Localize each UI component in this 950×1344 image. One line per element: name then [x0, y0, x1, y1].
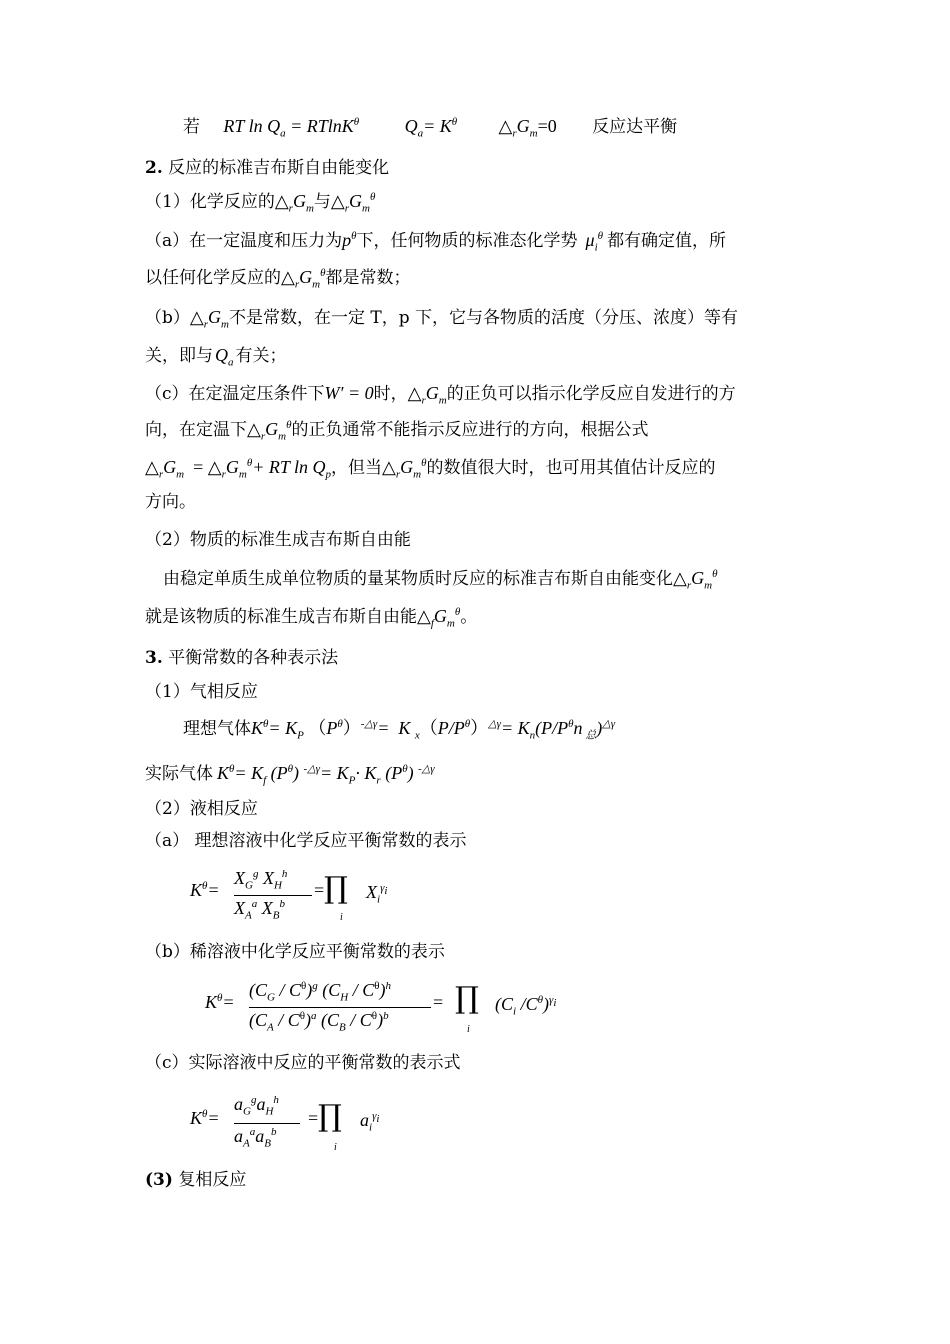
s2-c-line3: $\triangle_rG_m$ = $\triangle_rG_m^\theta+$ RT $\ln Q_p$，但当$\triangle_rG_m^\theta$的数值很大时，也可用其值估计反应的: [145, 457, 716, 481]
s3-2-label: （2）液相反应: [145, 799, 258, 819]
text-suffix: 反应达平衡: [592, 117, 678, 137]
s3-1-ideal-gas: 理想气体$K^\theta= K_P$ $(P^\theta)^{-\triangle\gamma}= K$ $_x(P/P^\theta)^{\triangle\gamma}= K_n(P/P^\theta n$ $_总$)$^{\triangle\gamma}$: [183, 718, 616, 742]
section-2-heading: 2. 反应的标准吉布斯自由能变化: [145, 158, 390, 178]
text-prefix: 若: [183, 117, 200, 137]
s2-2-para1: 由稳定单质生成单位物质的量某物质时反应的标准吉布斯自由能变化$\triangle_rG_m^\theta$: [163, 568, 718, 592]
s2-a-line1: （a）在一定温度和压力为$p^\theta$下，任何物质的标准态化学势 $\mu_i^\theta$ 都有确定值，所: [145, 230, 727, 254]
s3-2-c: （c）实际溶液中反应的平衡常数的表示式: [145, 1053, 461, 1073]
s2-2-label: （2）物质的标准生成吉布斯自由能: [145, 530, 411, 550]
line-equilibrium-condition: [183, 114, 677, 139]
formula-real-solution: $K^\theta=$ $a_G^ga_H^h$ $a_A^aa_B^b$ = ∏ i $a_i^{\gamma_i}$: [190, 1094, 380, 1153]
s2-c-line4: 方向。: [145, 492, 196, 512]
s3-2-b: （b）稀溶液中化学反应平衡常数的表示: [145, 942, 445, 962]
s2-c-line1: （c）在定温定压条件下W′ = 0时，$\triangle_rG_m$的正负可以指示化学反应自发进行的方: [145, 383, 736, 407]
s2-b-line2: 关，即与 $Q_a$ 有关；: [145, 345, 287, 369]
s2-1-line: （1）化学反应的$\triangle_rG_m$与$\triangle_rG_m^\theta$: [145, 191, 376, 215]
s2-a-line2: 以任何化学反应的$\triangle_rG_m^\theta$都是常数；: [145, 267, 411, 291]
formula-ideal-solution: $K^\theta=$ $X_G^g$ $X_H^h$ $X_A^a$ $X_B^b$ = ∏ i $X_i^{\gamma_i}$: [190, 868, 388, 923]
s2-b-line1: $(b)\triangle_rG_m$不是常数，在一定 T，p 下，它与各物质的活度（分压、浓度）等有: [145, 307, 738, 331]
s3-2-a: （a） 理想溶液中化学反应平衡常数的表示: [145, 831, 467, 851]
eq-rtlnq: RT $\ln Q_a = RTlnK^\theta$: [223, 116, 360, 140]
s2-c-line2: 向，在定温下$\triangle_rG_m^\theta$的正负通常不能指示反应进行的方向，根据公式: [145, 419, 649, 443]
formula-dilute-solution: $K^\theta=$ $(C_G / C^\theta)^g$ $(C_H / C^\theta)^h$ $(C_A / C^\theta)^a$ $(C_B / C^\theta)^b$ = ∏ i ($C_i$ $/C^\theta)^{\gamma_i}$: [205, 980, 557, 1035]
eq-qa-k: $Q_a= K^\theta$: [404, 116, 458, 140]
s3-1-real-gas: 实际气体 $K^\theta= K_f$ $(P^\theta)$ $^{-\triangle\gamma}= K_P\cdot K_r$ $(P^\theta)$ $^{-\triangle\gamma}$: [145, 763, 435, 787]
eq-delta-g-zero: $\triangle_rG_m=0$: [498, 116, 557, 140]
s3-1-label: （1）气相反应: [145, 682, 258, 702]
s2-2-para2: 就是该物质的标准生成吉布斯自由能$\triangle_fG_m^\theta$。: [145, 606, 478, 630]
section-3-heading: 3. 平衡常数的各种表示法: [145, 648, 339, 668]
s3-3-heading: (3) 复相反应: [145, 1170, 247, 1190]
